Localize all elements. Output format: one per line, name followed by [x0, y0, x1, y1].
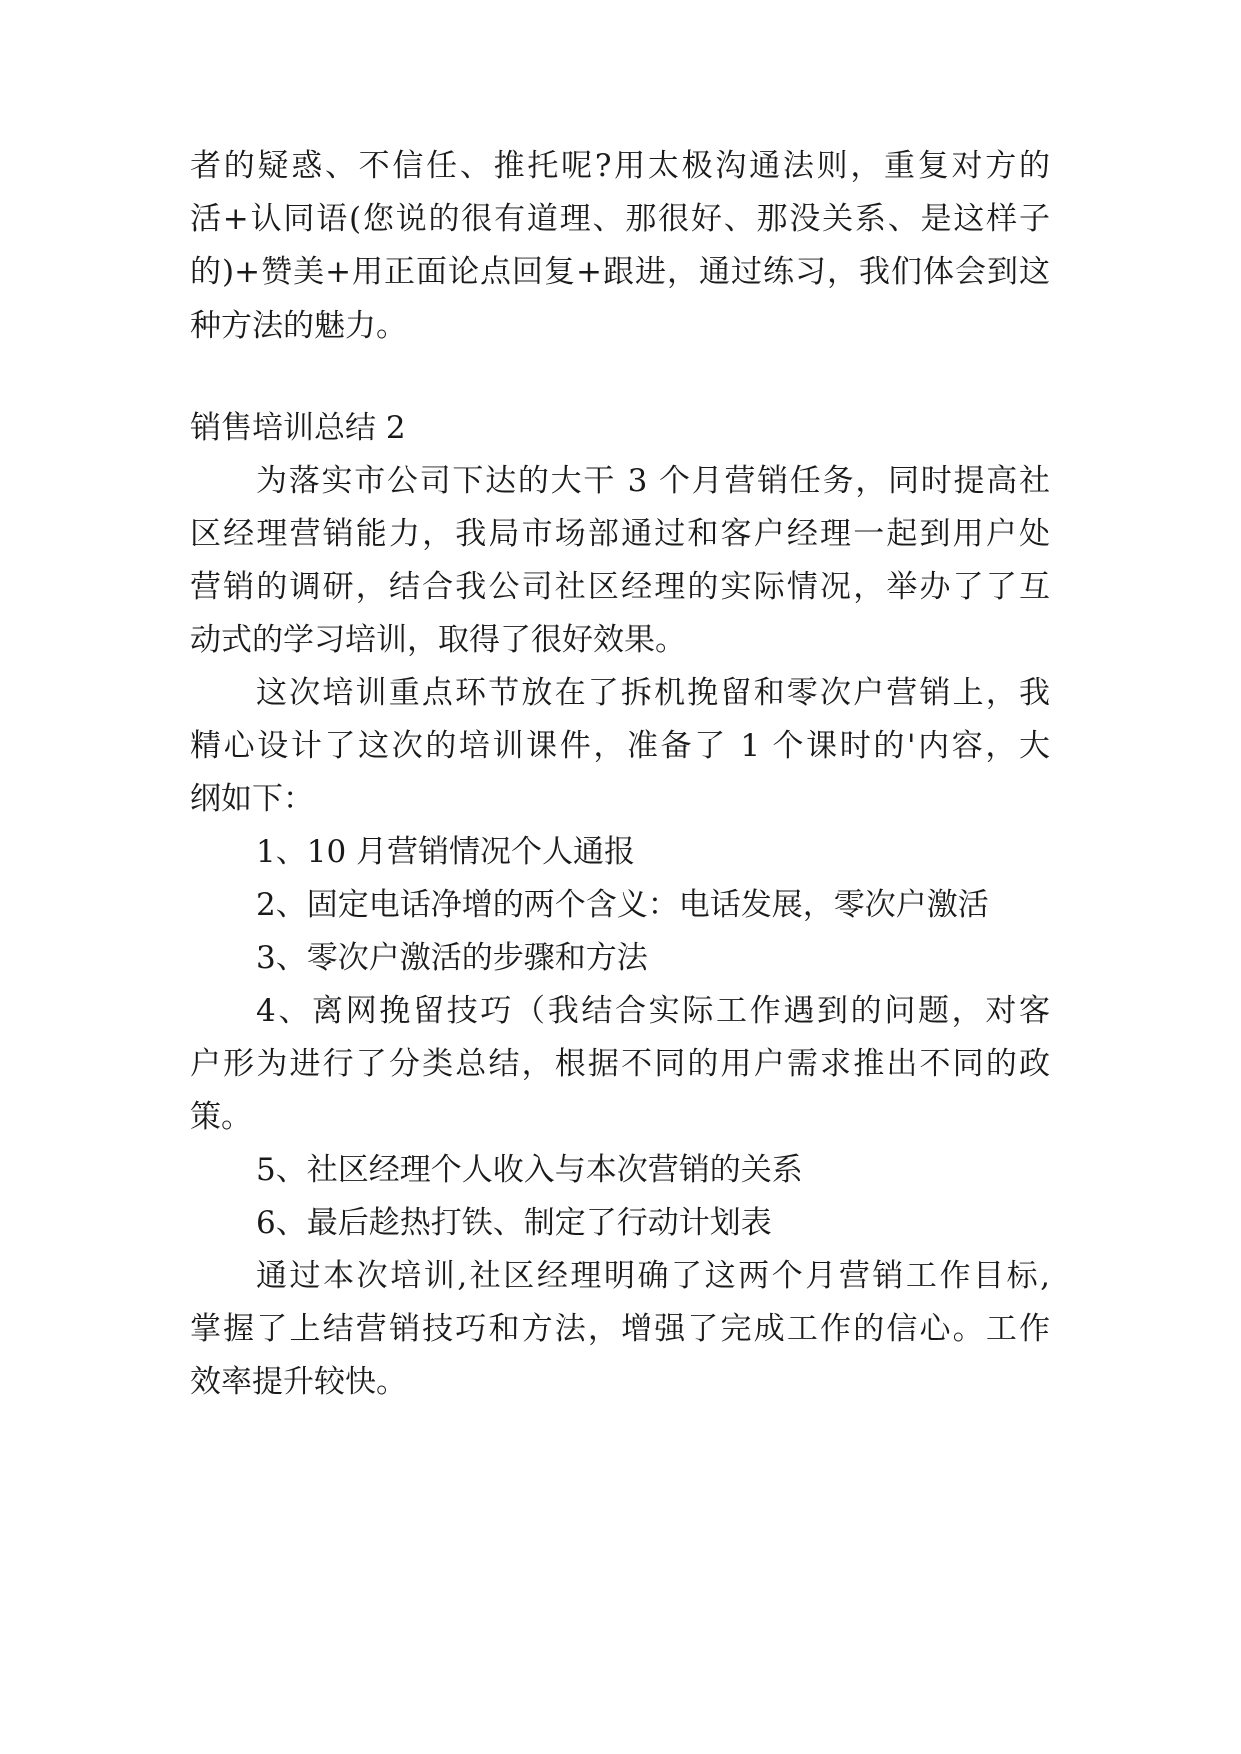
para1-line-1: 为落实市公司下达的大干 3 个月营销任务，同时提高社 — [256, 463, 1050, 499]
conclusion-line-1: 通过本次培训,社区经理明确了这两个月营销工作目标, — [256, 1258, 1050, 1294]
para2-line-1: 这次培训重点环节放在了拆机挽留和零次户营销上，我 — [256, 675, 1050, 711]
outline-item-2: 2、固定电话净增的两个含义：电话发展，零次户激活 — [256, 887, 989, 923]
outline-item-1: 1、10 月营销情况个人通报 — [256, 834, 636, 870]
intro-line-1: 者的疑惑、不信任、推托呢?用太极沟通法则，重复对方的 — [190, 148, 1050, 184]
intro-line-2: 活+认同语(您说的很有道理、那很好、那没关系、是这样子 — [190, 201, 1050, 237]
para1-line-2: 区经理营销能力，我局市场部通过和客户经理一起到用户处 — [190, 516, 1050, 552]
conclusion-line-3: 效率提升较快。 — [190, 1364, 407, 1400]
outline-item-6: 6、最后趁热打铁、制定了行动计划表 — [256, 1205, 772, 1241]
outline-item-4-line-3: 策。 — [190, 1099, 252, 1135]
para1-line-4: 动式的学习培训，取得了很好效果。 — [190, 622, 686, 658]
intro-line-4: 种方法的魅力。 — [190, 308, 407, 344]
outline-item-5: 5、社区经理个人收入与本次营销的关系 — [256, 1152, 803, 1188]
outline-item-3: 3、零次户激活的步骤和方法 — [256, 940, 648, 976]
conclusion-line-2: 掌握了上结营销技巧和方法，增强了完成工作的信心。工作 — [190, 1311, 1050, 1347]
para2-line-2: 精心设计了这次的培训课件，准备了 1 个课时的'内容，大 — [190, 728, 1050, 764]
section-heading: 销售培训总结 2 — [190, 410, 406, 446]
intro-line-3: 的)+赞美+用正面论点回复+跟进，通过练习，我们体会到这 — [190, 254, 1050, 290]
para1-line-3: 营销的调研，结合我公司社区经理的实际情况，举办了了互 — [190, 569, 1050, 605]
outline-item-4-line-2: 户形为进行了分类总结，根据不同的用户需求推出不同的政 — [190, 1046, 1050, 1082]
document-page — [190, 0, 1050, 1754]
outline-item-4-line-1: 4、离网挽留技巧（我结合实际工作遇到的问题，对客 — [256, 993, 1050, 1029]
para2-line-3: 纲如下： — [190, 781, 314, 817]
